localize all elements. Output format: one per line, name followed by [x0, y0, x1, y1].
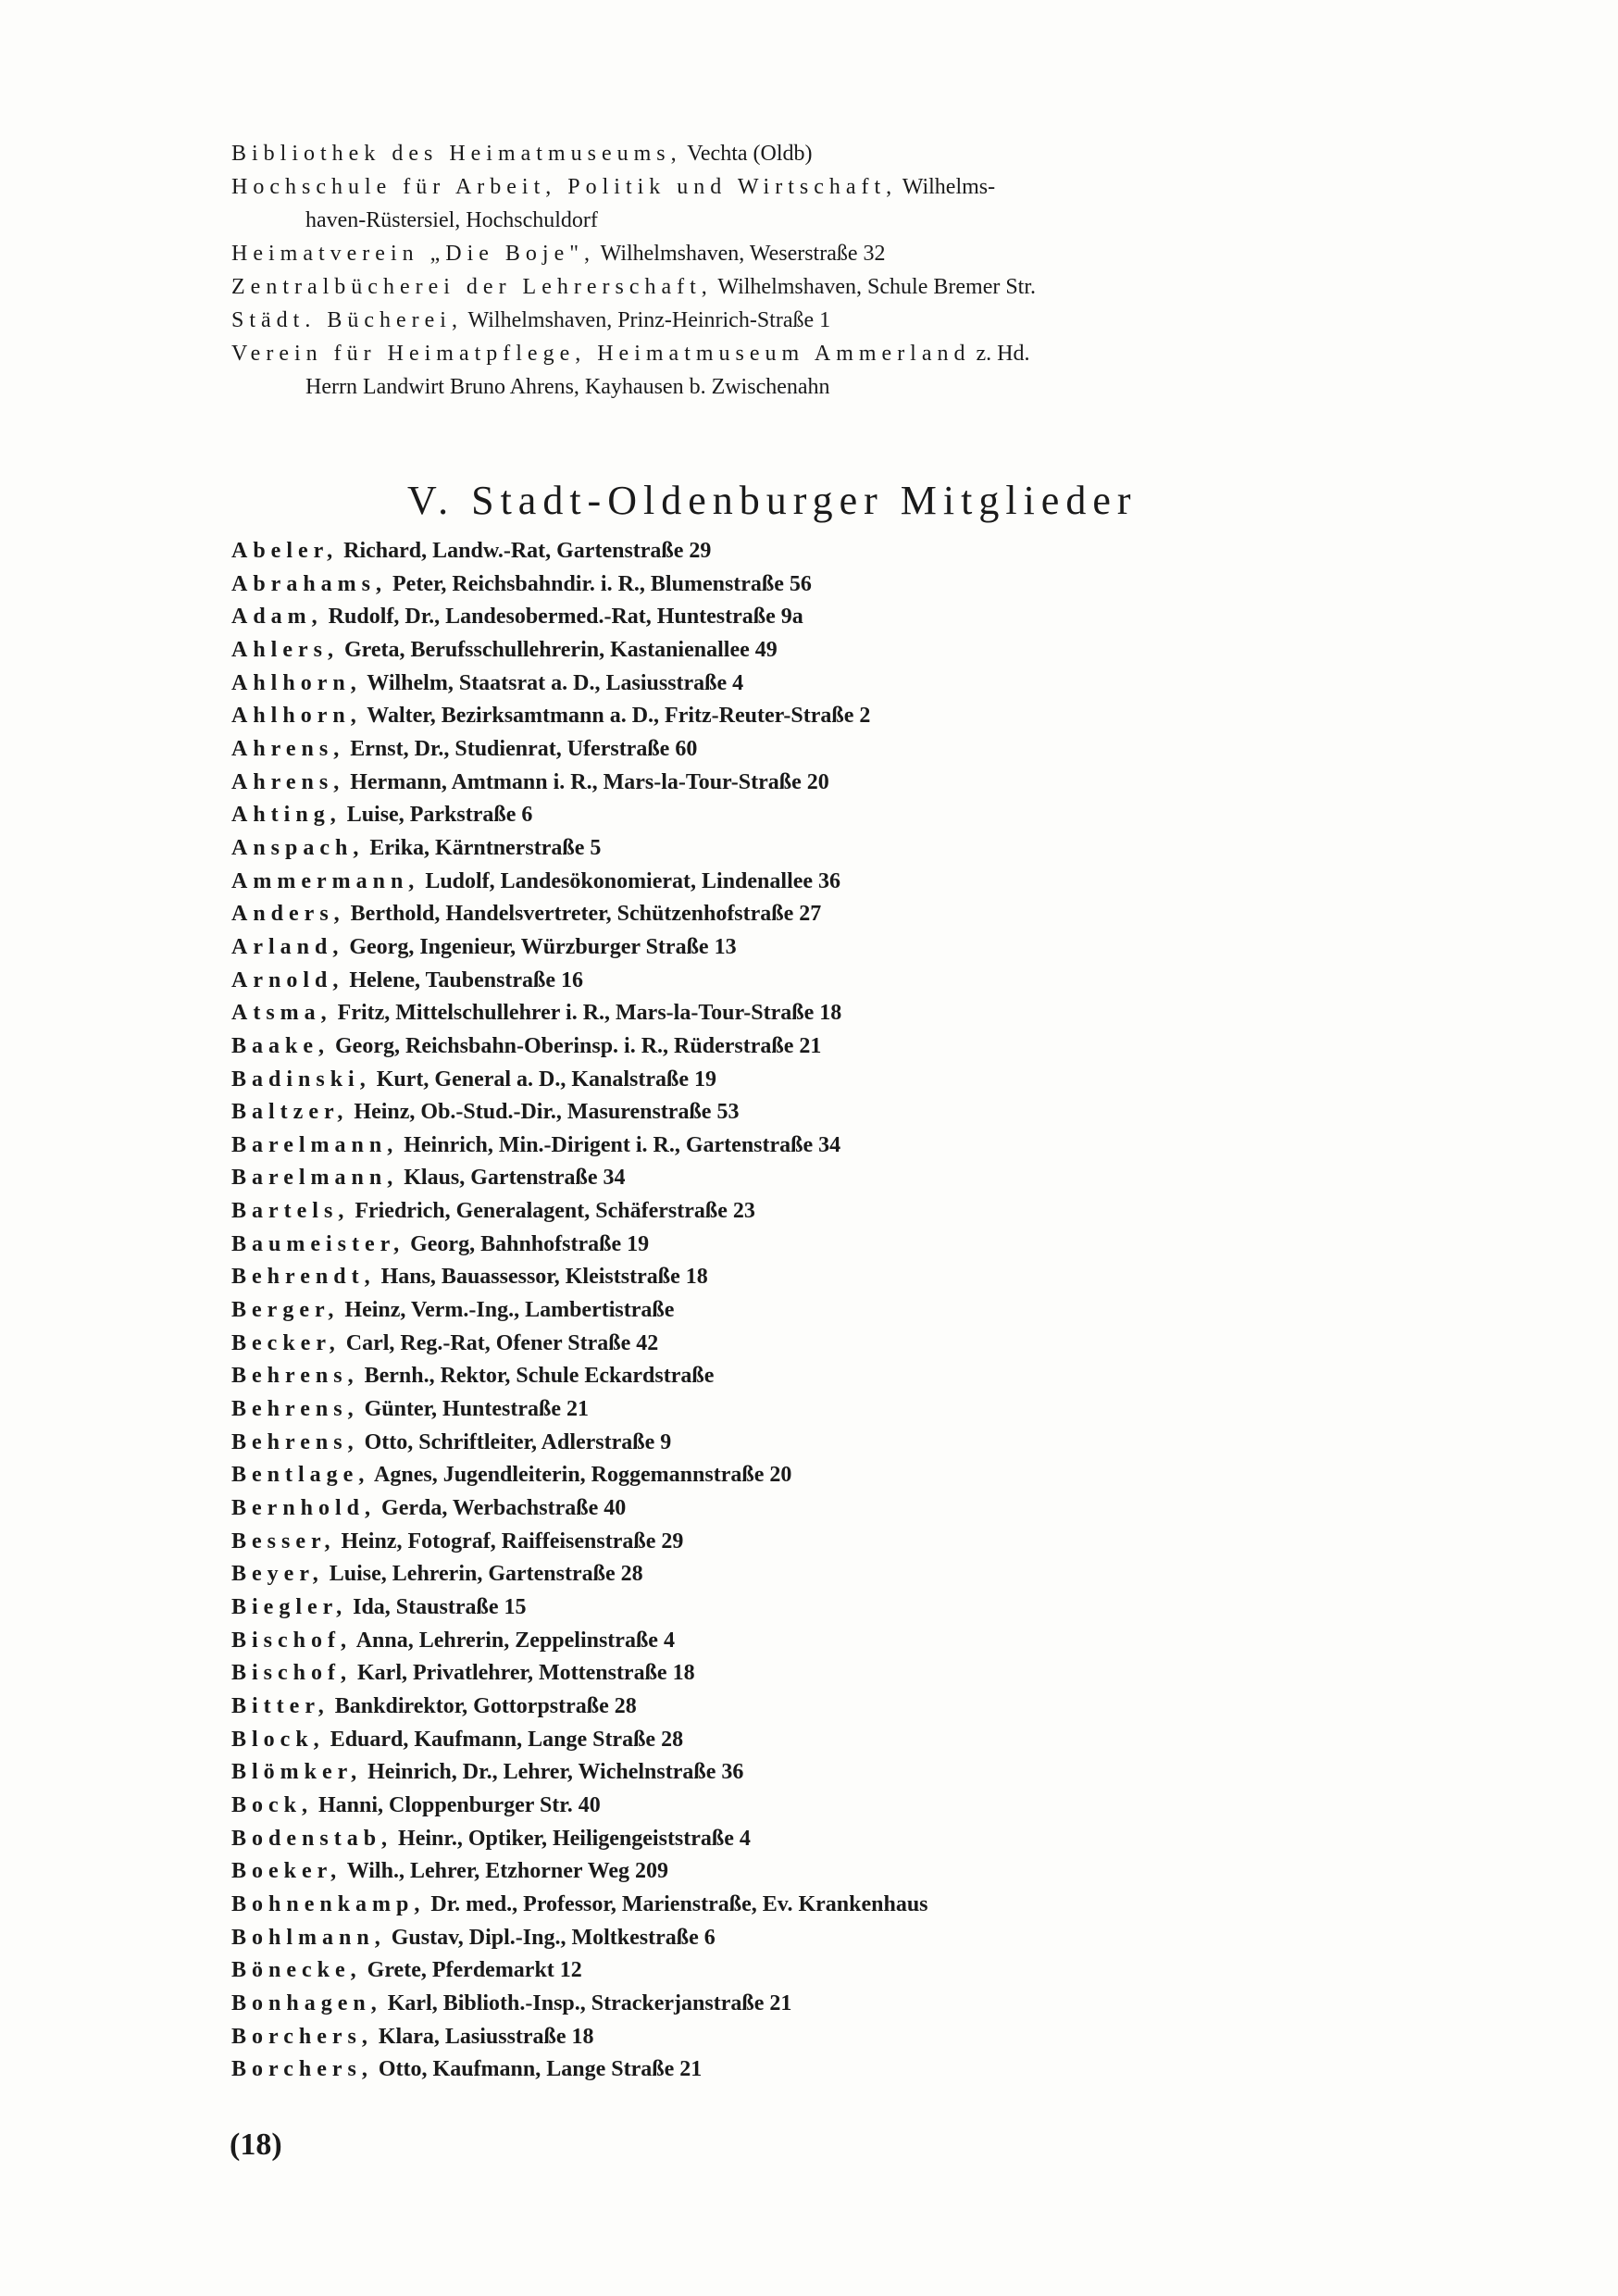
- member-details: Georg, Reichsbahn-Oberinsp. i. R., Rüderstraße 21: [335, 1033, 822, 1058]
- member-details: Hermann, Amtmann i. R., Mars-la-Tour-Straße 20: [350, 769, 829, 794]
- member-name: Atsma,: [231, 1001, 332, 1026]
- member-entry: [231, 1922, 1435, 1955]
- member-entry: [231, 1756, 1435, 1790]
- member-name: Blömker,: [231, 1760, 363, 1785]
- member-details: Eduard, Kaufmann, Lange Straße 28: [330, 1727, 684, 1752]
- member-name: Beyer,: [231, 1562, 324, 1587]
- member-name: Ahrens,: [231, 769, 345, 794]
- member-entry: [231, 1790, 1435, 1823]
- member-details: Walter, Bezirksamtmann a. D., Fritz-Reuter-Straße 2: [367, 704, 871, 729]
- member-details: Friedrich, Generalagent, Schäferstraße 23: [355, 1199, 755, 1224]
- member-entry: [231, 997, 1435, 1030]
- member-details: Fritz, Mittelschullehrer i. R., Mars-la-Tour-Straße 18: [337, 1001, 842, 1026]
- institution-details: Wilhelmshaven, Weserstraße 32: [600, 242, 886, 266]
- member-entry: [231, 1823, 1435, 1856]
- member-details: Heinz, Verm.-Ing., Lambertistraße: [344, 1298, 675, 1323]
- member-entry: [231, 799, 1435, 832]
- member-entry: [231, 1328, 1435, 1361]
- member-entry: [231, 1427, 1435, 1460]
- member-name: Bönecke,: [231, 1958, 362, 1983]
- member-name: Bodenstab,: [231, 1826, 393, 1851]
- institution-name: Zentralbücherei der Lehrerschaft,: [231, 275, 713, 299]
- institution-details: Wilhelmshaven, Schule Bremer Str.: [717, 275, 1037, 299]
- member-details: Klara, Lasiusstraße 18: [378, 2024, 594, 2049]
- member-details: Carl, Reg.-Rat, Ofener Straße 42: [345, 1330, 659, 1355]
- member-details: Kurt, General a. D., Kanalstraße 19: [376, 1067, 717, 1092]
- member-name: Bentlage,: [231, 1463, 370, 1488]
- member-details: Karl, Biblioth.-Insp., Strackerjanstraße 21: [387, 1990, 792, 2015]
- member-entry: [231, 1492, 1435, 1526]
- institution-name: Bibliothek des Heimatmuseums,: [231, 142, 682, 166]
- member-details: Ernst, Dr., Studienrat, Uferstraße 60: [350, 736, 698, 761]
- member-details: Rudolf, Dr., Landesobermed.-Rat, Huntestraße 9a: [328, 605, 803, 630]
- member-entry: [231, 898, 1435, 931]
- member-entry: [231, 866, 1435, 899]
- member-entry: [231, 1889, 1435, 1922]
- member-name: Ahlers,: [231, 637, 339, 662]
- member-name: Block,: [231, 1727, 325, 1752]
- member-name: Baumeister,: [231, 1231, 405, 1256]
- member-entry: [231, 1261, 1435, 1294]
- member-entry: [231, 832, 1435, 866]
- member-name: Ahlhorn,: [231, 704, 362, 729]
- member-name: Ahlhorn,: [231, 670, 362, 695]
- member-name: Bitter,: [231, 1693, 330, 1718]
- member-entry: [231, 634, 1435, 668]
- member-details: Grete, Pferdemarkt 12: [367, 1958, 582, 1983]
- member-entry: [231, 1030, 1435, 1064]
- member-entry: [231, 1691, 1435, 1724]
- institution-entry: [231, 304, 1416, 337]
- member-details: Karl, Privatlehrer, Mottenstraße 18: [357, 1661, 695, 1686]
- member-name: Bock,: [231, 1792, 314, 1817]
- institution-continuation: Herrn Landwirt Bruno Ahrens, Kayhausen b. Zwischenahn: [305, 375, 830, 399]
- member-entry: [231, 1855, 1435, 1889]
- member-name: Ahting,: [231, 803, 342, 828]
- member-name: Adam,: [231, 605, 323, 630]
- member-details: Heinr., Optiker, Heiligengeiststraße 4: [398, 1826, 751, 1851]
- institution-entry: [231, 237, 1416, 270]
- member-details: Hans, Bauassessor, Kleiststraße 18: [380, 1265, 708, 1290]
- member-name: Behrens,: [231, 1364, 359, 1389]
- member-entry: [231, 535, 1435, 568]
- member-entry: [231, 1988, 1435, 2021]
- member-name: Baltzer,: [231, 1100, 349, 1125]
- section-heading: V. Stadt-Oldenburger Mitglieder: [407, 478, 1138, 523]
- member-details: Ludolf, Landesökonomierat, Lindenallee 36: [425, 868, 841, 893]
- member-entry: [231, 668, 1435, 701]
- institution-entry: [231, 170, 1416, 237]
- member-details: Otto, Kaufmann, Lange Straße 21: [378, 2057, 703, 2082]
- institution-name: Städt. Bücherei,: [231, 308, 463, 332]
- institution-entry: [231, 137, 1416, 170]
- member-details: Erika, Kärntnerstraße 5: [369, 835, 602, 860]
- member-name: Badinski,: [231, 1067, 371, 1092]
- member-details: Bankdirektor, Gottorpstraße 28: [334, 1693, 637, 1718]
- member-entry: [231, 1162, 1435, 1195]
- member-name: Bartels,: [231, 1199, 350, 1224]
- member-name: Abeler,: [231, 539, 339, 563]
- member-entry: [231, 1096, 1435, 1129]
- member-entry: [231, 1229, 1435, 1262]
- member-name: Behrens,: [231, 1397, 359, 1422]
- member-details: Richard, Landw.-Rat, Gartenstraße 29: [343, 539, 712, 563]
- member-entry: [231, 767, 1435, 800]
- institution-details: Wilhelmshaven, Prinz-Heinrich-Straße 1: [467, 308, 831, 332]
- member-name: Barelmann,: [231, 1166, 399, 1191]
- member-name: Bohnenkamp,: [231, 1891, 426, 1916]
- member-details: Otto, Schriftleiter, Adlerstraße 9: [364, 1429, 672, 1454]
- institution-details: Wilhelms-: [902, 175, 996, 199]
- member-name: Arland,: [231, 934, 344, 959]
- member-details: Helene, Taubenstraße 16: [349, 967, 584, 992]
- member-name: Boeker,: [231, 1859, 342, 1884]
- institution-name: Heimatverein „Die Boje",: [231, 242, 596, 266]
- member-name: Bernhold,: [231, 1496, 377, 1521]
- member-details: Klaus, Gartenstraße 34: [404, 1166, 626, 1191]
- member-entry: [231, 1294, 1435, 1328]
- member-name: Abrahams,: [231, 571, 388, 596]
- member-name: Bischof,: [231, 1628, 353, 1653]
- member-details: Greta, Berufsschullehrerin, Kastanienallee 49: [344, 637, 778, 662]
- member-details: Wilh., Lehrer, Etzhorner Weg 209: [346, 1859, 669, 1884]
- member-name: Bonhagen,: [231, 1990, 382, 2015]
- member-entry: [231, 1558, 1435, 1591]
- member-name: Baake,: [231, 1033, 330, 1058]
- member-entry: [231, 1625, 1435, 1658]
- member-entry: [231, 700, 1435, 733]
- member-entry: [231, 733, 1435, 767]
- member-details: Peter, Reichsbahndir. i. R., Blumenstraße 56: [392, 571, 812, 596]
- member-details: Ida, Staustraße 15: [353, 1595, 527, 1619]
- institution-entry: [231, 270, 1416, 304]
- member-entry: [231, 1459, 1435, 1492]
- member-details: Heinrich, Min.-Dirigent i. R., Gartenstraße 34: [404, 1132, 841, 1157]
- member-entry: [231, 1360, 1435, 1393]
- member-entry: [231, 2021, 1435, 2054]
- member-entry: [231, 1195, 1435, 1229]
- member-entry: [231, 1591, 1435, 1625]
- member-details: Luise, Lehrerin, Gartenstraße 28: [329, 1562, 643, 1587]
- member-name: Biegler,: [231, 1595, 348, 1619]
- member-details: Bernh., Rektor, Schule Eckardstraße: [364, 1364, 715, 1389]
- member-details: Heinrich, Dr., Lehrer, Wichelnstraße 36: [367, 1760, 744, 1785]
- member-details: Günter, Huntestraße 21: [364, 1397, 590, 1422]
- member-name: Ammermann,: [231, 868, 420, 893]
- member-name: Becker,: [231, 1330, 341, 1355]
- member-entry: [231, 1724, 1435, 1757]
- member-details: Heinz, Ob.-Stud.-Dir., Masurenstraße 53: [354, 1100, 740, 1125]
- member-details: Dr. med., Professor, Marienstraße, Ev. Krankenhaus: [430, 1891, 928, 1916]
- member-entry: [231, 2053, 1435, 2087]
- member-name: Besser,: [231, 1529, 336, 1554]
- member-details: Anna, Lehrerin, Zeppelinstraße 4: [355, 1628, 675, 1653]
- member-entry: [231, 931, 1435, 965]
- member-details: Wilhelm, Staatsrat a. D., Lasiusstraße 4: [367, 670, 744, 695]
- member-entry: [231, 1526, 1435, 1559]
- member-name: Barelmann,: [231, 1132, 399, 1157]
- page-number: (18): [230, 2128, 282, 2162]
- institution-entry: [231, 337, 1416, 404]
- member-entry: [231, 1657, 1435, 1691]
- member-details: Georg, Ingenieur, Würzburger Straße 13: [349, 934, 737, 959]
- member-entry: [231, 568, 1435, 602]
- institutions-list: [231, 137, 1416, 404]
- member-name: Anders,: [231, 902, 345, 927]
- member-details: Luise, Parkstraße 6: [346, 803, 533, 828]
- institution-name: Hochschule für Arbeit, Politik und Wirtschaft,: [231, 175, 898, 199]
- institution-details: z. Hd.: [976, 342, 1030, 366]
- member-entry: [231, 1129, 1435, 1163]
- member-details: Georg, Bahnhofstraße 19: [410, 1231, 650, 1256]
- institution-name: Verein für Heimatpflege, Heimatmuseum Ammerland: [231, 342, 971, 366]
- member-name: Berger,: [231, 1298, 340, 1323]
- member-details: Berthold, Handelsvertreter, Schützenhofstraße 27: [350, 902, 822, 927]
- member-entry: [231, 1064, 1435, 1097]
- member-name: Ahrens,: [231, 736, 345, 761]
- member-details: Heinz, Fotograf, Raiffeisenstraße 29: [341, 1529, 684, 1554]
- member-entry: [231, 965, 1435, 998]
- member-name: Behrens,: [231, 1429, 359, 1454]
- member-details: Hanni, Cloppenburger Str. 40: [318, 1792, 601, 1817]
- member-name: Anspach,: [231, 835, 365, 860]
- member-name: Bohlmann,: [231, 1925, 386, 1950]
- member-name: Arnold,: [231, 967, 344, 992]
- member-details: Gerda, Werbachstraße 40: [381, 1496, 627, 1521]
- member-name: Bischof,: [231, 1661, 353, 1686]
- institution-continuation: haven-Rüstersiel, Hochschuldorf: [305, 208, 598, 232]
- member-entry: [231, 1954, 1435, 1988]
- member-name: Borchers,: [231, 2057, 373, 2082]
- member-name: Behrendt,: [231, 1265, 376, 1290]
- members-list: [231, 535, 1435, 2087]
- institution-details: Vechta (Oldb): [687, 142, 813, 166]
- member-entry: [231, 601, 1435, 634]
- member-details: Agnes, Jugendleiterin, Roggemannstraße 20: [374, 1463, 792, 1488]
- member-entry: [231, 1393, 1435, 1427]
- member-details: Gustav, Dipl.-Ing., Moltkestraße 6: [391, 1925, 716, 1950]
- member-name: Borchers,: [231, 2024, 373, 2049]
